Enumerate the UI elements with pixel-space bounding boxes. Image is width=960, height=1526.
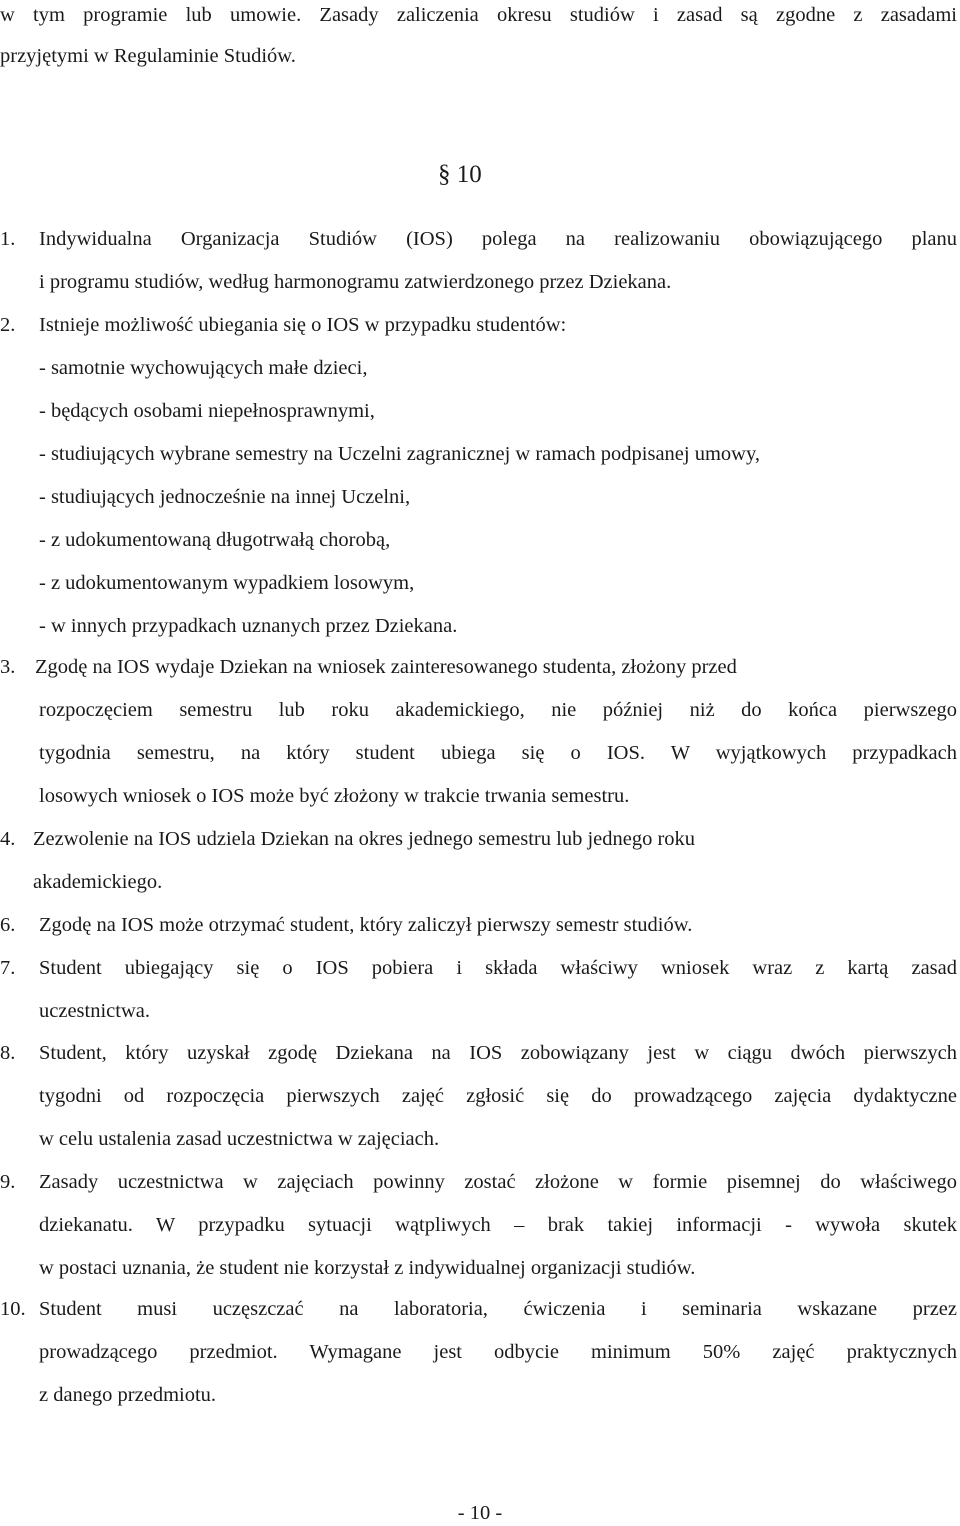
item-8-number: 8. xyxy=(0,1042,16,1064)
item-4-line-1: Zezwolenie na IOS udziela Dziekan na okres jednego semestru lub jednego roku xyxy=(33,828,696,850)
item-1-number: 1. xyxy=(0,228,16,250)
page-number: - 10 - xyxy=(457,1502,503,1524)
item-6-line-1: Zgodę na IOS może otrzymać student, który zaliczył pierwszy semestr studiów. xyxy=(39,914,693,936)
item-1-line-1: Indywidualna Organizacja Studiów (IOS) polega na realizowaniu obowiązującego planu xyxy=(39,228,957,250)
item-4-line-2: akademickiego. xyxy=(33,871,163,893)
item-7-line-2: uczestnictwa. xyxy=(39,1000,150,1022)
item-10-number: 10. xyxy=(0,1298,26,1320)
item-3-line-2: rozpoczęciem semestru lub roku akademickiego, nie później niż do końca pierwszego xyxy=(39,699,957,721)
item-2-bullet-4: - studiujących jednocześnie na innej Uczelni, xyxy=(39,486,411,508)
item-2-bullet-2: - będących osobami niepełnosprawnymi, xyxy=(39,400,375,422)
item-2-line-1: Istnieje możliwość ubiegania się o IOS w przypadku studentów: xyxy=(39,314,567,336)
item-10-line-1: Student musi uczęszczać na laboratoria, ćwiczenia i seminaria wskazane przez xyxy=(39,1298,957,1320)
item-8-line-1: Student, który uzyskał zgodę Dziekana na IOS zobowiązany jest w ciągu dwóch pierwszych xyxy=(39,1042,957,1064)
item-9-number: 9. xyxy=(0,1171,16,1193)
item-7-line-1: Student ubiegający się o IOS pobiera i składa właściwy wniosek wraz z kartą zasad xyxy=(39,957,957,979)
item-1-line-2: i programu studiów, według harmonogramu zatwierdzonego przez Dziekana. xyxy=(39,271,672,293)
item-9-line-2: dziekanatu. W przypadku sytuacji wątpliwych – brak takiej informacji - wywoła skutek xyxy=(39,1214,957,1236)
item-3-number: 3. xyxy=(0,656,16,678)
item-2-number: 2. xyxy=(0,314,16,336)
item-6-number: 6. xyxy=(0,914,16,936)
item-3-line-1: Zgodę na IOS wydaje Dziekan na wniosek zainteresowanego studenta, złożony przed xyxy=(35,656,737,678)
item-9-line-1: Zasady uczestnictwa w zajęciach powinny zostać złożone w formie pisemnej do właściwego xyxy=(39,1171,957,1193)
item-2-bullet-5: - z udokumentowaną długotrwałą chorobą, xyxy=(39,529,391,551)
item-7-number: 7. xyxy=(0,957,16,979)
item-10-line-3: z danego przedmiotu. xyxy=(39,1384,217,1406)
intro-line-1: w tym programie lub umowie. Zasady zaliczenia okresu studiów i zasad są zgodne z zasadami xyxy=(0,4,957,26)
item-3-line-3: tygodnia semestru, na który student ubiega się o IOS. W wyjątkowych przypadkach xyxy=(39,742,957,764)
section-symbol: § xyxy=(438,161,451,188)
item-8-line-2: tygodni od rozpoczęcia pierwszych zajęć zgłosić się do prowadzącego zajęcia dydaktyczne xyxy=(39,1085,957,1107)
item-9-line-3: w postaci uznania, że student nie korzystał z indywidualnej organizacji studiów. xyxy=(39,1257,696,1279)
item-2-bullet-1: - samotnie wychowujących małe dzieci, xyxy=(39,357,368,379)
item-2-bullet-7: - w innych przypadkach uznanych przez Dziekana. xyxy=(39,615,458,637)
item-2-bullet-3: - studiujących wybrane semestry na Uczelni zagranicznej w ramach podpisanej umowy, xyxy=(39,443,761,465)
item-3-line-4: losowych wniosek o IOS może być złożony w trakcie trwania semestru. xyxy=(39,785,630,807)
section-heading xyxy=(438,160,482,190)
item-8-line-3: w celu ustalenia zasad uczestnictwa w zajęciach. xyxy=(39,1128,440,1150)
item-4-number: 4. xyxy=(0,828,16,850)
item-2-bullet-6: - z udokumentowanym wypadkiem losowym, xyxy=(39,572,415,594)
item-10-line-2: prowadzącego przedmiot. Wymagane jest odbycie minimum 50% zajęć praktycznych xyxy=(39,1341,957,1363)
intro-line-2: przyjętymi w Regulaminie Studiów. xyxy=(0,45,296,67)
section-number: 10 xyxy=(456,161,482,188)
